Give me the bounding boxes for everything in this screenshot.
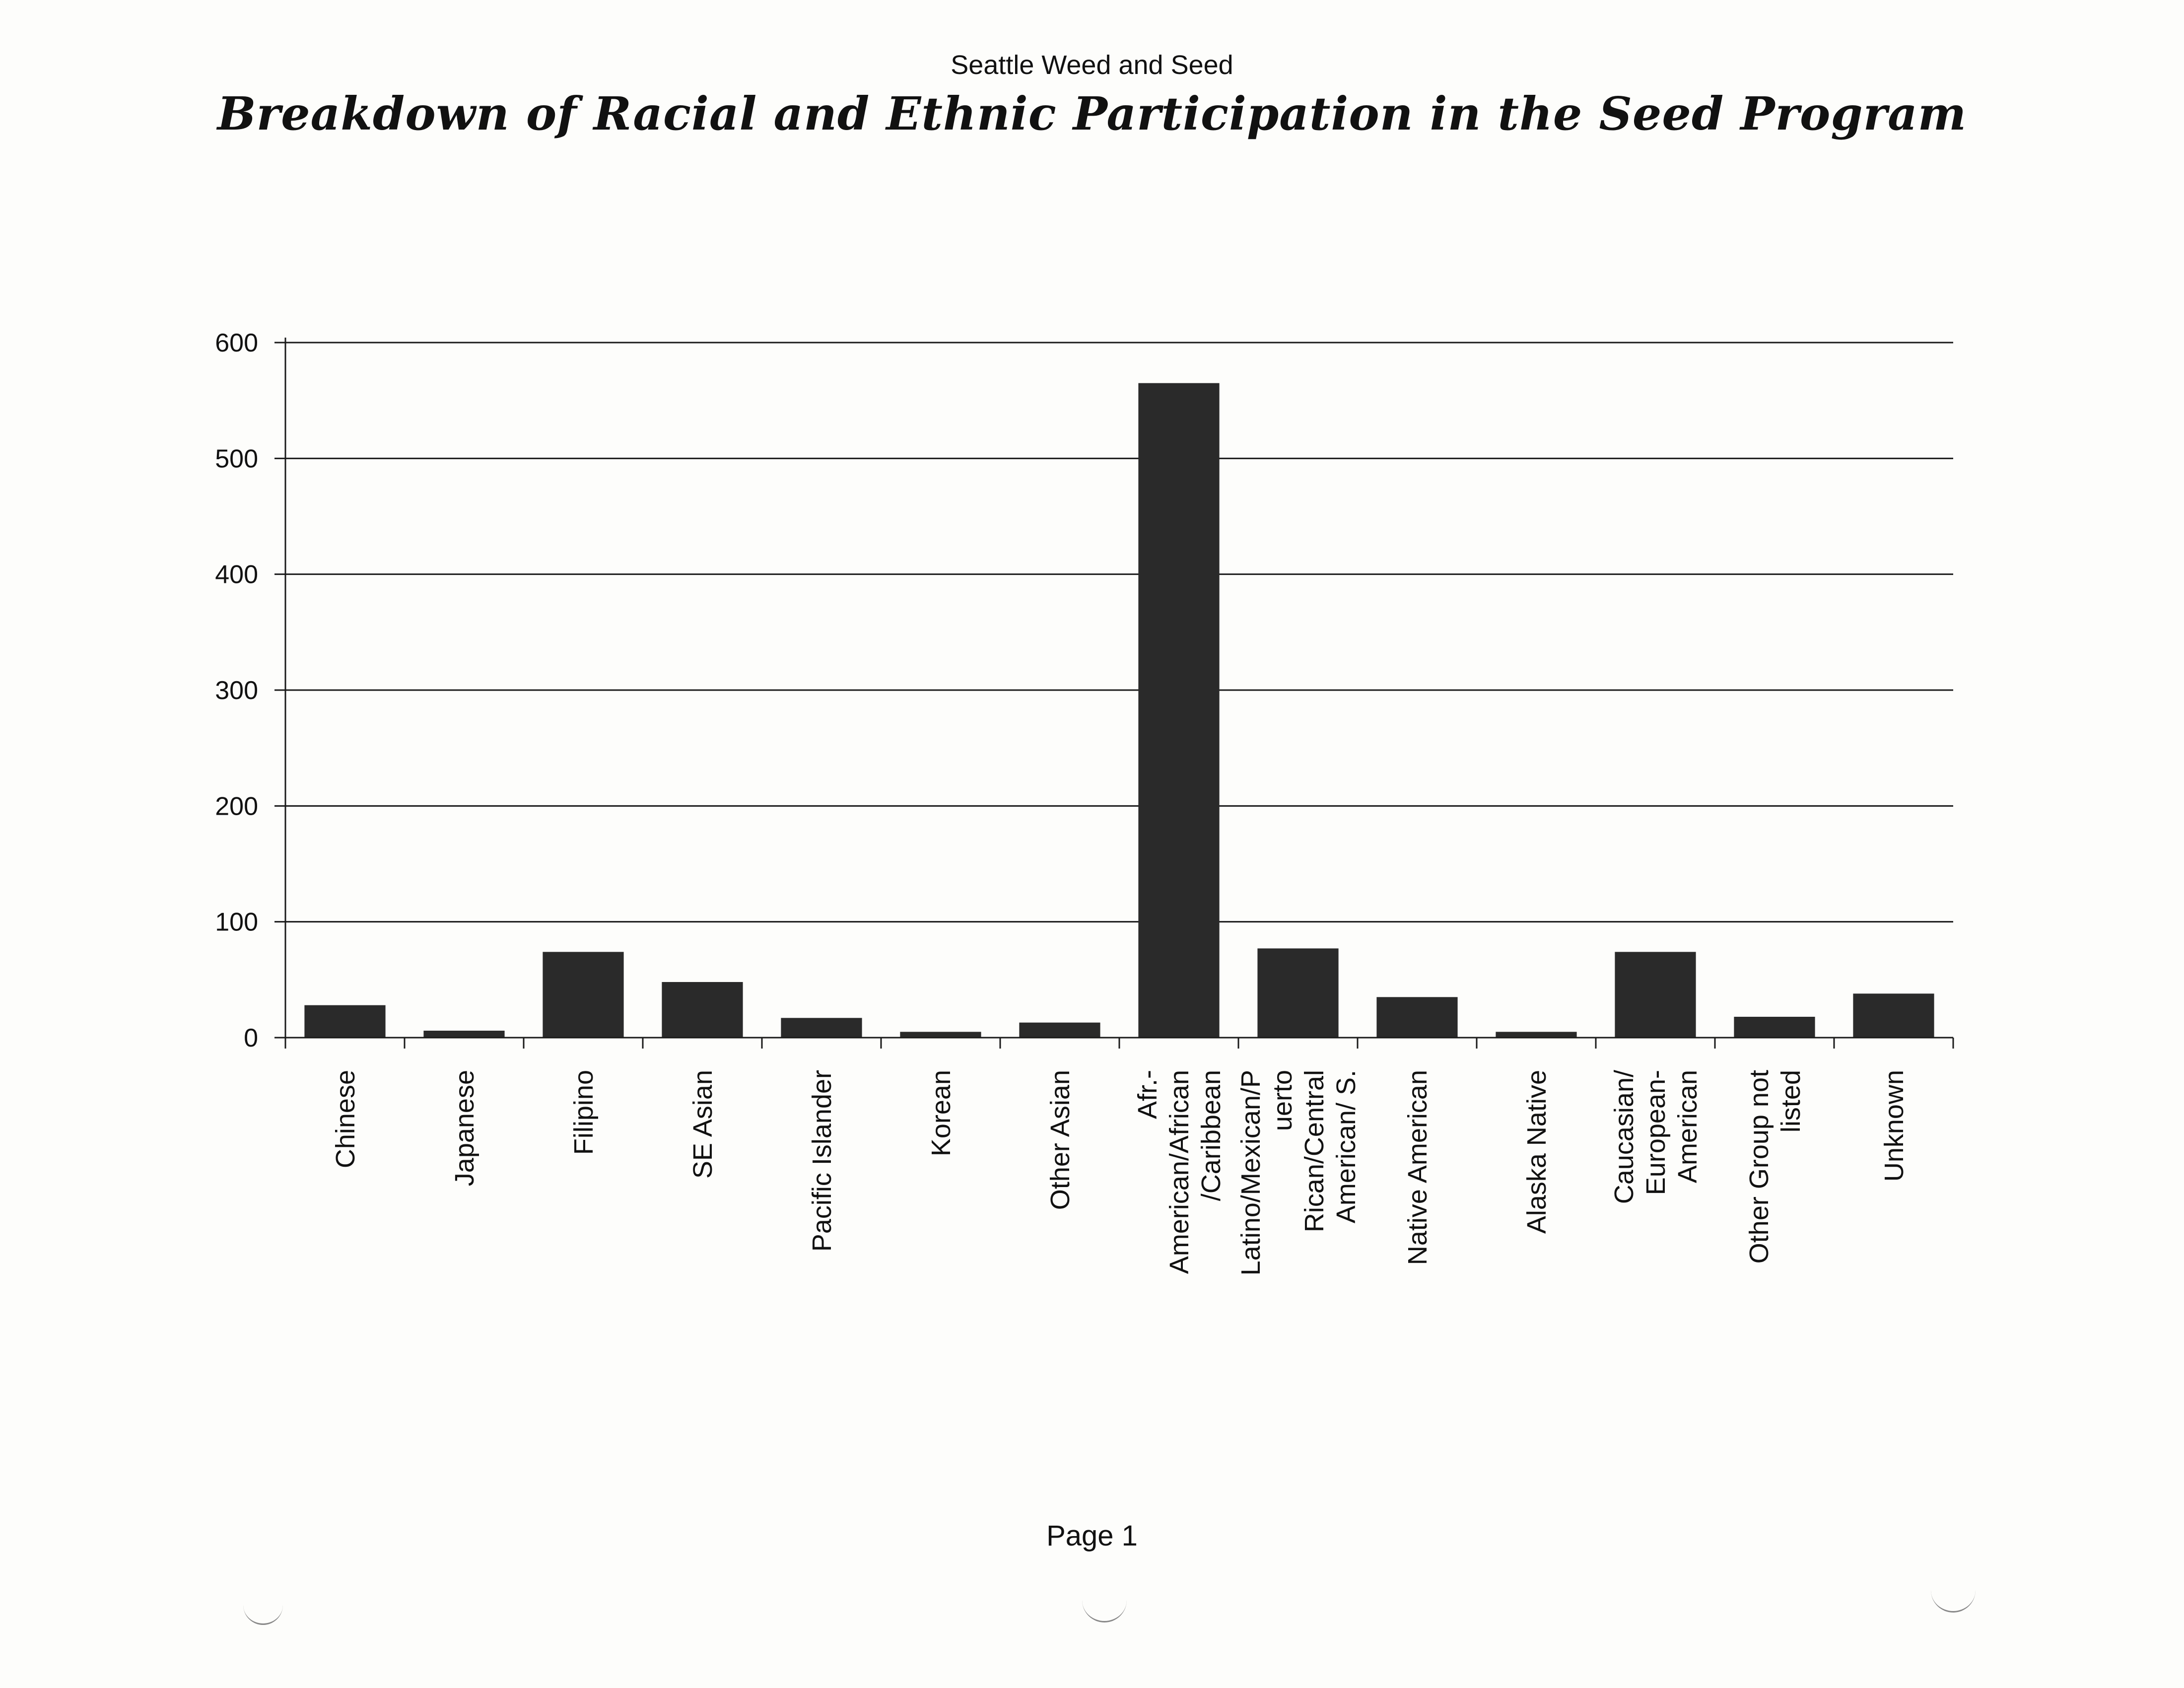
x-tick-label-line: Caucasian/ bbox=[1609, 1070, 1639, 1204]
x-tick-label-line: American/African bbox=[1164, 1070, 1194, 1274]
x-tick-label bbox=[1744, 1070, 1806, 1264]
x-tick-label-line: Japanese bbox=[449, 1070, 479, 1187]
x-tick-label bbox=[1879, 1070, 1909, 1182]
chart-title: Breakdown of Racial and Ethnic Participation in the Seed Program bbox=[217, 87, 1967, 141]
x-tick-label-line: Unknown bbox=[1879, 1070, 1909, 1182]
x-tick-label-line: American/ S. bbox=[1331, 1070, 1361, 1224]
bar bbox=[1853, 993, 1934, 1038]
y-tick-label: 200 bbox=[215, 792, 258, 821]
x-tick-label-line: American bbox=[1672, 1070, 1703, 1184]
x-tick-label-line: Alaska Native bbox=[1521, 1070, 1552, 1234]
page-number: Page 1 bbox=[1046, 1520, 1138, 1552]
x-tick-label bbox=[1403, 1070, 1433, 1265]
x-tick-label bbox=[569, 1070, 599, 1155]
x-tick-label-line: Pacific Islander bbox=[807, 1070, 837, 1252]
x-tick-label bbox=[1045, 1070, 1075, 1210]
x-tick-label bbox=[1133, 1070, 1226, 1274]
x-tick-label-line: Chinese bbox=[330, 1070, 360, 1169]
x-tick-label bbox=[1609, 1070, 1703, 1204]
x-tick-label bbox=[926, 1070, 956, 1156]
x-tick-label-line: Other Group not bbox=[1744, 1070, 1774, 1264]
bar bbox=[1019, 1023, 1100, 1038]
bar bbox=[662, 982, 743, 1038]
x-tick-label bbox=[450, 1070, 479, 1186]
y-tick-label: 500 bbox=[215, 444, 258, 474]
x-tick-label-line: Rican/Central bbox=[1299, 1070, 1329, 1233]
bar bbox=[900, 1032, 981, 1038]
gridlines bbox=[285, 343, 1953, 922]
chart-subtitle: Seattle Weed and Seed bbox=[951, 50, 1233, 80]
y-tick-label: 300 bbox=[215, 676, 258, 705]
bar bbox=[304, 1005, 385, 1038]
x-tick-label bbox=[1522, 1070, 1552, 1234]
bar bbox=[543, 952, 623, 1038]
bar bbox=[1376, 997, 1457, 1038]
y-tick-label: 400 bbox=[215, 560, 258, 589]
bar bbox=[781, 1018, 862, 1038]
y-axis-ticks bbox=[215, 329, 285, 1053]
x-tick-label-line: Native American bbox=[1402, 1070, 1433, 1266]
x-tick-label-line: Korean bbox=[926, 1070, 956, 1157]
bars bbox=[304, 383, 1934, 1038]
bar bbox=[1496, 1032, 1576, 1038]
x-tick-label-line: Afr.- bbox=[1132, 1070, 1162, 1120]
y-tick-label: 600 bbox=[215, 329, 258, 357]
axes bbox=[285, 338, 1953, 1049]
x-tick-label-line: /Caribbean bbox=[1196, 1070, 1226, 1201]
x-tick-label-line: Filipino bbox=[568, 1070, 599, 1155]
bar bbox=[1615, 952, 1696, 1038]
x-tick-label-line: Latino/Mexican/P bbox=[1235, 1070, 1266, 1276]
x-tick-label-line: Other Asian bbox=[1045, 1070, 1075, 1210]
bar bbox=[1138, 383, 1219, 1038]
x-tick-label-line: uerto bbox=[1267, 1070, 1297, 1131]
bar bbox=[423, 1031, 504, 1038]
x-tick-label bbox=[1236, 1070, 1361, 1275]
y-tick-label: 100 bbox=[215, 908, 258, 937]
bar bbox=[1734, 1017, 1815, 1038]
x-tick-label bbox=[331, 1070, 360, 1168]
y-tick-label: 0 bbox=[244, 1024, 258, 1053]
bar bbox=[1257, 948, 1338, 1038]
x-tick-label-line: European- bbox=[1640, 1070, 1671, 1196]
x-tick-label bbox=[807, 1070, 837, 1252]
x-tick-label-line: SE Asian bbox=[687, 1070, 718, 1179]
x-tick-label bbox=[688, 1070, 718, 1179]
x-axis-labels bbox=[331, 1070, 1909, 1275]
x-tick-label-line: listed bbox=[1775, 1070, 1806, 1133]
